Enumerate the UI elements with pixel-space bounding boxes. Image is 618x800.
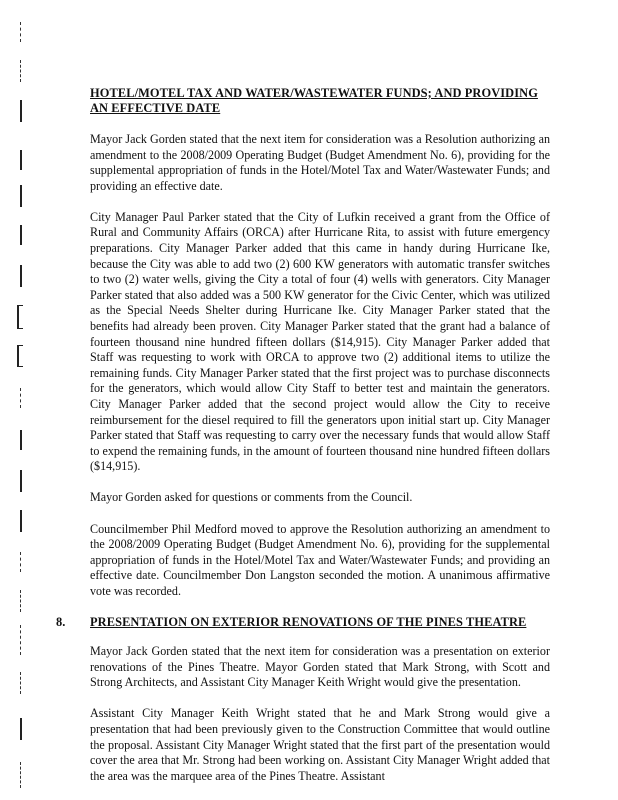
section-heading: PRESENTATION ON EXTERIOR RENOVATIONS OF THE PINES THEATRE: [90, 615, 527, 630]
section-number: 8.: [56, 615, 66, 630]
paragraph: Assistant City Manager Keith Wright stated that he and Mark Strong would give a presentation that had been previously given to the Construction Committee that would outline the proposal. Assistant City Manager Wright stated that the first part of the presentation would cover the area that Mr. Strong had been working on. Assistant City Manager Wright added that the area was the marquee area of the Pines Theatre. Assistant: [90, 706, 550, 783]
margin-mark: [20, 718, 22, 740]
margin-mark: [20, 470, 22, 492]
margin-mark: [17, 345, 23, 367]
margin-mark: [20, 225, 22, 245]
margin-mark: [20, 430, 22, 450]
margin-mark: [20, 265, 22, 287]
margin-mark: [20, 590, 21, 612]
document-body: [56, 86, 550, 800]
paragraph: Councilmember Phil Medford moved to approve the Resolution authorizing an amendment to the 2008/2009 Operating Budget (Budget Amendment No. 6), providing for the supplemental appropriation of funds in the Hotel/Motel Tax and Water/Wastewater Funds; and providing an effective date. Councilmember Don Langston seconded the motion. A unanimous affirmative vote was recorded.: [90, 521, 550, 598]
paragraph: Mayor Jack Gorden stated that the next item for consideration was a presentation on exterior renovations of the Pines Theatre. Mayor Gorden stated that Mark Strong, with Scott and Strong Architects, and Assistant City Manager Keith Wright would give the presentation.: [90, 644, 550, 690]
paragraph: Mayor Jack Gorden stated that the next item for consideration was a Resolution authorizing an amendment to the 2008/2009 Operating Budget (Budget Amendment No. 6), providing for the supplemental appropriation of funds in the Hotel/Motel Tax and Water/Wastewater Funds; and providing an effective date.: [90, 132, 550, 193]
margin-mark: [20, 22, 21, 42]
item-heading-continued: HOTEL/MOTEL TAX AND WATER/WASTEWATER FUNDS; AND PROVIDING AN EFFECTIVE DATE: [90, 86, 538, 115]
margin-mark: [20, 100, 22, 122]
margin-mark: [20, 150, 22, 170]
margin-mark: [20, 185, 22, 207]
margin-mark: [20, 60, 21, 82]
binder-margin-marks: [0, 0, 40, 800]
paragraph: City Manager Paul Parker stated that the City of Lufkin received a grant from the Office of Rural and Community Affairs (ORCA) after Hurricane Rita, to assist with future emergency preparations. City Manager Parker added that this came in handy during Hurricane Ike, because the City was able to add two (2) 600 KW generators with automatic transfer switches to two (2) water wells, giving the City a total of four (4) wells with generators. City Manager Parker stated that also added was a 500 KW generator for the Civic Center, which was utilized as the Special Needs Shelter during Hurricane Ike. City Manager Parker stated that the benefits had already been proven. City Manager Parker stated that the grant had a balance of fourteen thousand nine hundred fifteen dollars ($14,915). City Manager Parker added that Staff was requesting to work with ORCA to approve two (2) additional items to utilize the remaining funds. City Manager Parker stated that the first project was to purchase disconnects for the generators, which would allow City Staff to better test and maintain the generators. City Manager Parker added that the second project would allow the City to receive reimbursement for the diesel required to fill the generators upon initial start up. City Manager Parker stated that Staff was requesting to carry over the necessary funds that would allow Staff to expend the remaining funds, in the amount of fourteen thousand nine hundred fifteen dollars ($14,915).: [90, 209, 550, 474]
paragraph: Mayor Gorden asked for questions or comments from the Council.: [90, 490, 413, 505]
margin-mark: [20, 388, 21, 408]
margin-mark: [17, 305, 23, 329]
section-8: [56, 615, 550, 784]
margin-mark: [20, 762, 21, 788]
margin-mark: [20, 552, 21, 572]
margin-mark: [20, 672, 21, 694]
margin-mark: [20, 510, 22, 532]
margin-mark: [20, 625, 21, 655]
